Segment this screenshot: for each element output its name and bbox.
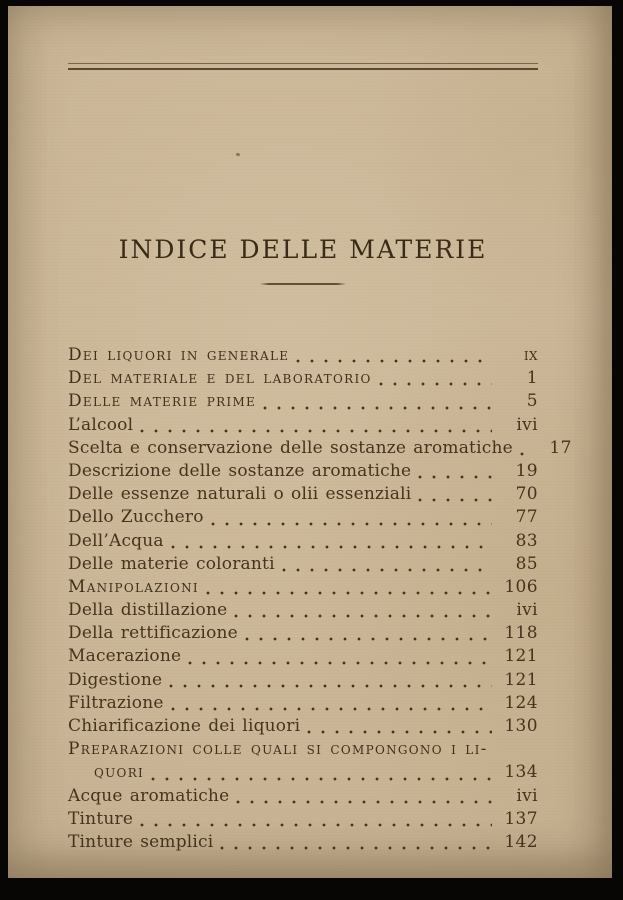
- toc-entry-text: Filtrazione: [68, 692, 164, 713]
- toc-entry-page: 118: [504, 623, 538, 644]
- toc-entry-text: Dell’Acqua: [68, 530, 164, 551]
- dot-leader: [520, 452, 526, 456]
- toc-entry-page: ivi: [516, 600, 538, 621]
- toc-entry-text: Manipolazioni: [68, 576, 199, 597]
- toc-entry-text: Macerazione: [68, 646, 182, 667]
- dot-leader: [169, 684, 492, 688]
- toc-entry-text: Della rettificazione: [68, 623, 238, 644]
- toc-entry-page: 130: [504, 716, 538, 736]
- toc-row: [68, 738, 538, 761]
- toc-entry-text: Della distillazione: [68, 600, 228, 621]
- toc-entry-page: 77: [515, 507, 538, 528]
- dot-leader: [418, 498, 492, 502]
- toc-row: [68, 715, 538, 738]
- toc-row: [68, 692, 538, 715]
- toc-entry-page: ivi: [516, 414, 538, 435]
- toc-row: [68, 599, 538, 622]
- toc-entry-text: Delle materie coloranti: [68, 553, 275, 574]
- toc-entry-text: Scelta e conservazione delle sostanze aromatiche: [68, 437, 513, 458]
- dot-leader: [263, 406, 492, 410]
- dot-leader: [151, 777, 492, 781]
- toc-row: [68, 622, 538, 645]
- toc-row: [68, 831, 538, 854]
- toc-entry-page: ivi: [516, 785, 538, 806]
- dot-leader: [379, 382, 492, 386]
- toc-list: [68, 344, 572, 854]
- toc-entry-page: 1: [526, 368, 538, 389]
- dot-leader: [236, 800, 492, 804]
- toc-entry-page: 121: [504, 669, 538, 690]
- dot-leader: [211, 522, 492, 526]
- dot-leader: [140, 823, 492, 827]
- dot-leader: [296, 359, 492, 363]
- toc-entry-text: Delle materie prime: [68, 391, 257, 412]
- dot-leader: [245, 637, 492, 641]
- toc-entry-text: Del materiale e del laboratorio: [68, 368, 372, 389]
- toc-entry-page: 124: [504, 692, 538, 713]
- toc-row: [68, 669, 538, 692]
- toc-entry-text: Digestione: [68, 669, 163, 690]
- toc-row: [68, 785, 538, 808]
- toc-entry-page: ix: [523, 345, 538, 365]
- dot-leader: [418, 475, 492, 479]
- header-double-rule: [68, 63, 538, 70]
- toc-entry-page: 17: [549, 437, 572, 458]
- toc-entry-text: Tinture semplici: [68, 831, 214, 852]
- dot-leader: [282, 568, 492, 572]
- dot-leader: [234, 614, 492, 618]
- dot-leader: [220, 846, 492, 850]
- paper-speck: [236, 152, 241, 156]
- toc-entry-page: 70: [515, 484, 538, 505]
- toc-entry-text: Descrizione delle sostanze aromatiche: [68, 460, 412, 481]
- toc-entry-page: 5: [526, 391, 538, 412]
- toc-row: [68, 576, 538, 599]
- toc-entry-page: 106: [504, 576, 538, 597]
- toc-entry-text: quori: [94, 762, 145, 783]
- toc-row: [68, 414, 538, 437]
- toc-entry-text: Acque aromatiche: [68, 785, 230, 806]
- dot-leader: [188, 661, 492, 665]
- toc-entry-page: 83: [515, 530, 538, 551]
- toc-entry-page: 137: [504, 808, 538, 829]
- toc-row: [68, 645, 538, 668]
- toc-row: [68, 483, 538, 506]
- toc-row: [68, 808, 538, 831]
- toc-row: [68, 437, 572, 460]
- toc-entry-page: 134: [504, 762, 538, 783]
- dot-leader: [171, 707, 492, 711]
- toc-entry-text: Tinture: [68, 808, 134, 829]
- toc-entry-page: 121: [504, 646, 538, 667]
- dot-leader: [171, 545, 492, 549]
- toc-entry-text: Preparazioni colle quali si compongono i li-: [68, 739, 488, 760]
- dot-leader: [206, 591, 492, 595]
- toc-row: [68, 530, 538, 553]
- toc-entry-page: 19: [515, 460, 538, 481]
- dot-leader: [307, 730, 492, 734]
- dot-leader: [495, 753, 528, 757]
- toc-row: [68, 506, 538, 529]
- dot-leader: [140, 429, 492, 433]
- toc-entry-text: Dello Zucchero: [68, 507, 204, 528]
- toc-entry-text: Chiarificazione dei liquori: [68, 716, 301, 736]
- toc-entry-text: Dei liquori in generale: [68, 345, 290, 365]
- toc-row: [68, 344, 538, 367]
- toc-row: [68, 761, 538, 784]
- toc-entry-text: Delle essenze naturali o olii essenziali: [68, 484, 412, 505]
- toc-row: [68, 460, 538, 483]
- page-title: INDICE DELLE MATERIE: [118, 235, 488, 264]
- toc-entry-text: L’alcool: [68, 414, 134, 435]
- toc-row: [68, 390, 538, 413]
- toc-row: [68, 367, 538, 390]
- toc-row: [68, 553, 538, 576]
- title-underline-rule: [260, 283, 346, 285]
- toc-entry-page: 85: [515, 553, 538, 574]
- toc-entry-page: 142: [504, 831, 538, 852]
- book-page: [8, 6, 612, 878]
